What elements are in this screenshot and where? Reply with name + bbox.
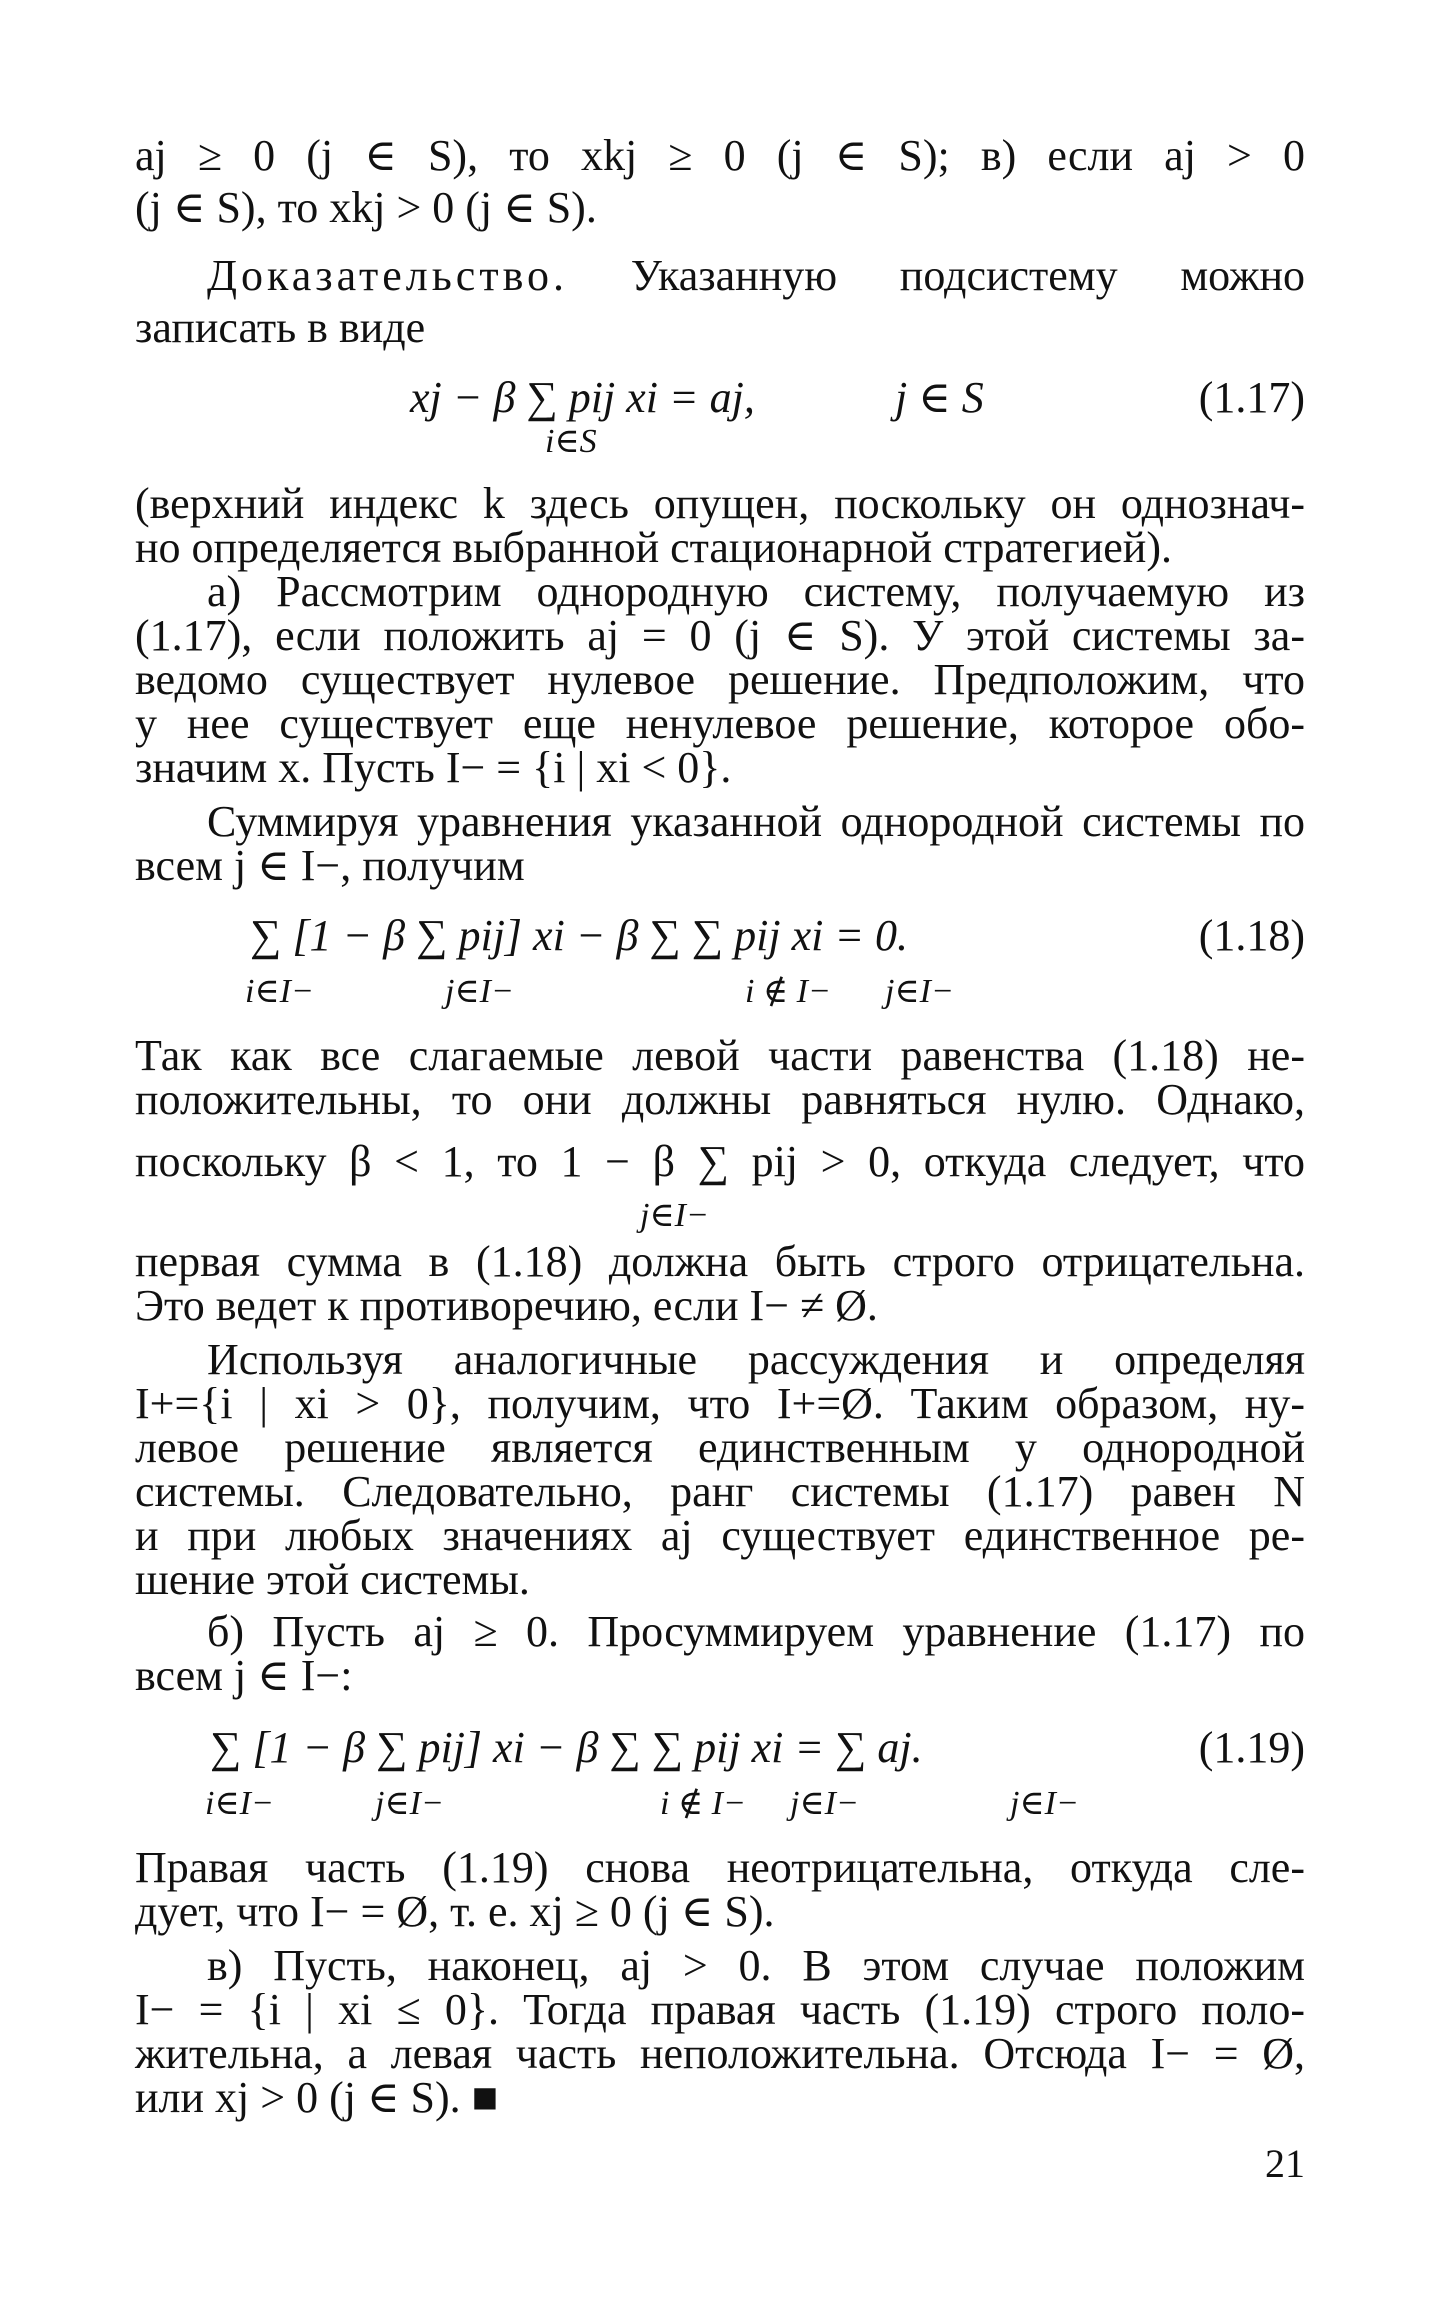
- text-line-5: (верхний индекс k здесь опущен, поскольку он однознач-: [135, 479, 1305, 528]
- text-line-16-subscript: j∈I−: [640, 1197, 709, 1234]
- equation-1-18-sub-3: i ∉ I−: [745, 973, 831, 1010]
- text-line-30: I− = {i | xi ≤ 0}. Тогда правая часть (1.19) строго поло-: [135, 1985, 1305, 2034]
- text-line-32: или xj > 0 (j ∈ S). ■: [135, 2073, 499, 2122]
- text-line-27: Правая часть (1.19) снова неотрицательна, откуда сле-: [135, 1843, 1305, 1892]
- text-line-29: в) Пусть, наконец, aj > 0. В этом случае положим: [207, 1941, 1305, 1990]
- equation-1-18: ∑ [1 − β ∑ pij] xi − β ∑ ∑ pij xi = 0.: [250, 911, 909, 960]
- equation-1-19-sub-2: j∈I−: [375, 1785, 444, 1822]
- text-line-7: а) Рассмотрим однородную систему, получаемую из: [207, 567, 1305, 616]
- equation-1-18-number: (1.18): [1198, 911, 1305, 960]
- equation-1-17-condition: j ∈ S: [895, 373, 984, 422]
- text-line-12: Суммируя уравнения указанной однородной системы по: [207, 797, 1305, 846]
- text-line-21: левое решение является единственным у однородной: [135, 1423, 1305, 1472]
- text-line-6: но определяется выбранной стационарной стратегией).: [135, 523, 1172, 572]
- equation-1-19-number: (1.19): [1198, 1723, 1305, 1772]
- text-line-28: дует, что I− = Ø, т. е. xj ≥ 0 (j ∈ S).: [135, 1887, 775, 1936]
- text-line-11: значим x. Пусть I− = {i | xi < 0}.: [135, 743, 732, 792]
- text-line-23: и при любых значениях aj существует единственное ре-: [135, 1511, 1305, 1560]
- text-line-20: I+={i | xi > 0}, получим, что I+=Ø. Таким образом, ну-: [135, 1379, 1305, 1428]
- page-number: 21: [1265, 2141, 1305, 2186]
- text-line-19: Используя аналогичные рассуждения и определяя: [207, 1335, 1305, 1384]
- equation-1-19-sub-3: i ∉ I−: [660, 1785, 746, 1822]
- text-line-14: Так как все слагаемые левой части равенства (1.18) не-: [135, 1031, 1305, 1080]
- text-line-25: б) Пусть aj ≥ 0. Просуммируем уравнение (1.17) по: [207, 1607, 1305, 1656]
- text-line-8: (1.17), если положить aj = 0 (j ∈ S). У этой системы за-: [135, 611, 1305, 660]
- equation-1-19-sub-5: j∈I−: [1010, 1785, 1079, 1822]
- equation-1-19-sub-1: i∈I−: [205, 1785, 274, 1822]
- equation-1-17-subscript: i∈S: [545, 423, 597, 460]
- text-line-31: жительна, а левая часть неположительна. Отсюда I− = Ø,: [135, 2029, 1305, 2078]
- text-line-10: у нее существует еще ненулевое решение, которое обо-: [135, 699, 1305, 748]
- proof-line: [135, 250, 1305, 302]
- proof-line-tail: Указанную подсистему можно: [630, 251, 1306, 300]
- text-line-26: всем j ∈ I−:: [135, 1651, 353, 1700]
- text-line-13: всем j ∈ I−, получим: [135, 841, 525, 890]
- equation-1-18-sub-4: j∈I−: [885, 973, 954, 1010]
- equation-1-19: ∑ [1 − β ∑ pij] xi − β ∑ ∑ pij xi = ∑ aj.: [210, 1723, 923, 1772]
- text-line-16: поскольку β < 1, то 1 − β ∑ pij > 0, откуда следует, что: [135, 1137, 1305, 1186]
- equation-1-17: xj − β ∑ pij xi = aj,: [410, 373, 755, 422]
- text-line-2: (j ∈ S), то xkj > 0 (j ∈ S).: [135, 183, 597, 232]
- text-line-18: Это ведет к противоречию, если I− ≠ Ø.: [135, 1281, 878, 1330]
- equation-1-18-sub-2: j∈I−: [445, 973, 514, 1010]
- equation-1-17-number: (1.17): [1198, 373, 1305, 422]
- text-line-24: шение этой системы.: [135, 1555, 530, 1604]
- text-line-15: положительны, то они должны равняться нулю. Однако,: [135, 1075, 1305, 1124]
- text-line-4: записать в виде: [135, 303, 426, 352]
- text-line-17: первая сумма в (1.18) должна быть строго отрицательна.: [135, 1237, 1305, 1286]
- equation-1-19-sub-4: j∈I−: [790, 1785, 859, 1822]
- text-line-9: ведомо существует нулевое решение. Предположим, что: [135, 655, 1305, 704]
- proof-heading: Доказательство.: [207, 251, 569, 300]
- text-line-1: aj ≥ 0 (j ∈ S), то xkj ≥ 0 (j ∈ S); в) если aj > 0: [135, 131, 1305, 180]
- text-line-22: системы. Следовательно, ранг системы (1.17) равен N: [135, 1467, 1305, 1516]
- equation-1-18-sub-1: i∈I−: [245, 973, 314, 1010]
